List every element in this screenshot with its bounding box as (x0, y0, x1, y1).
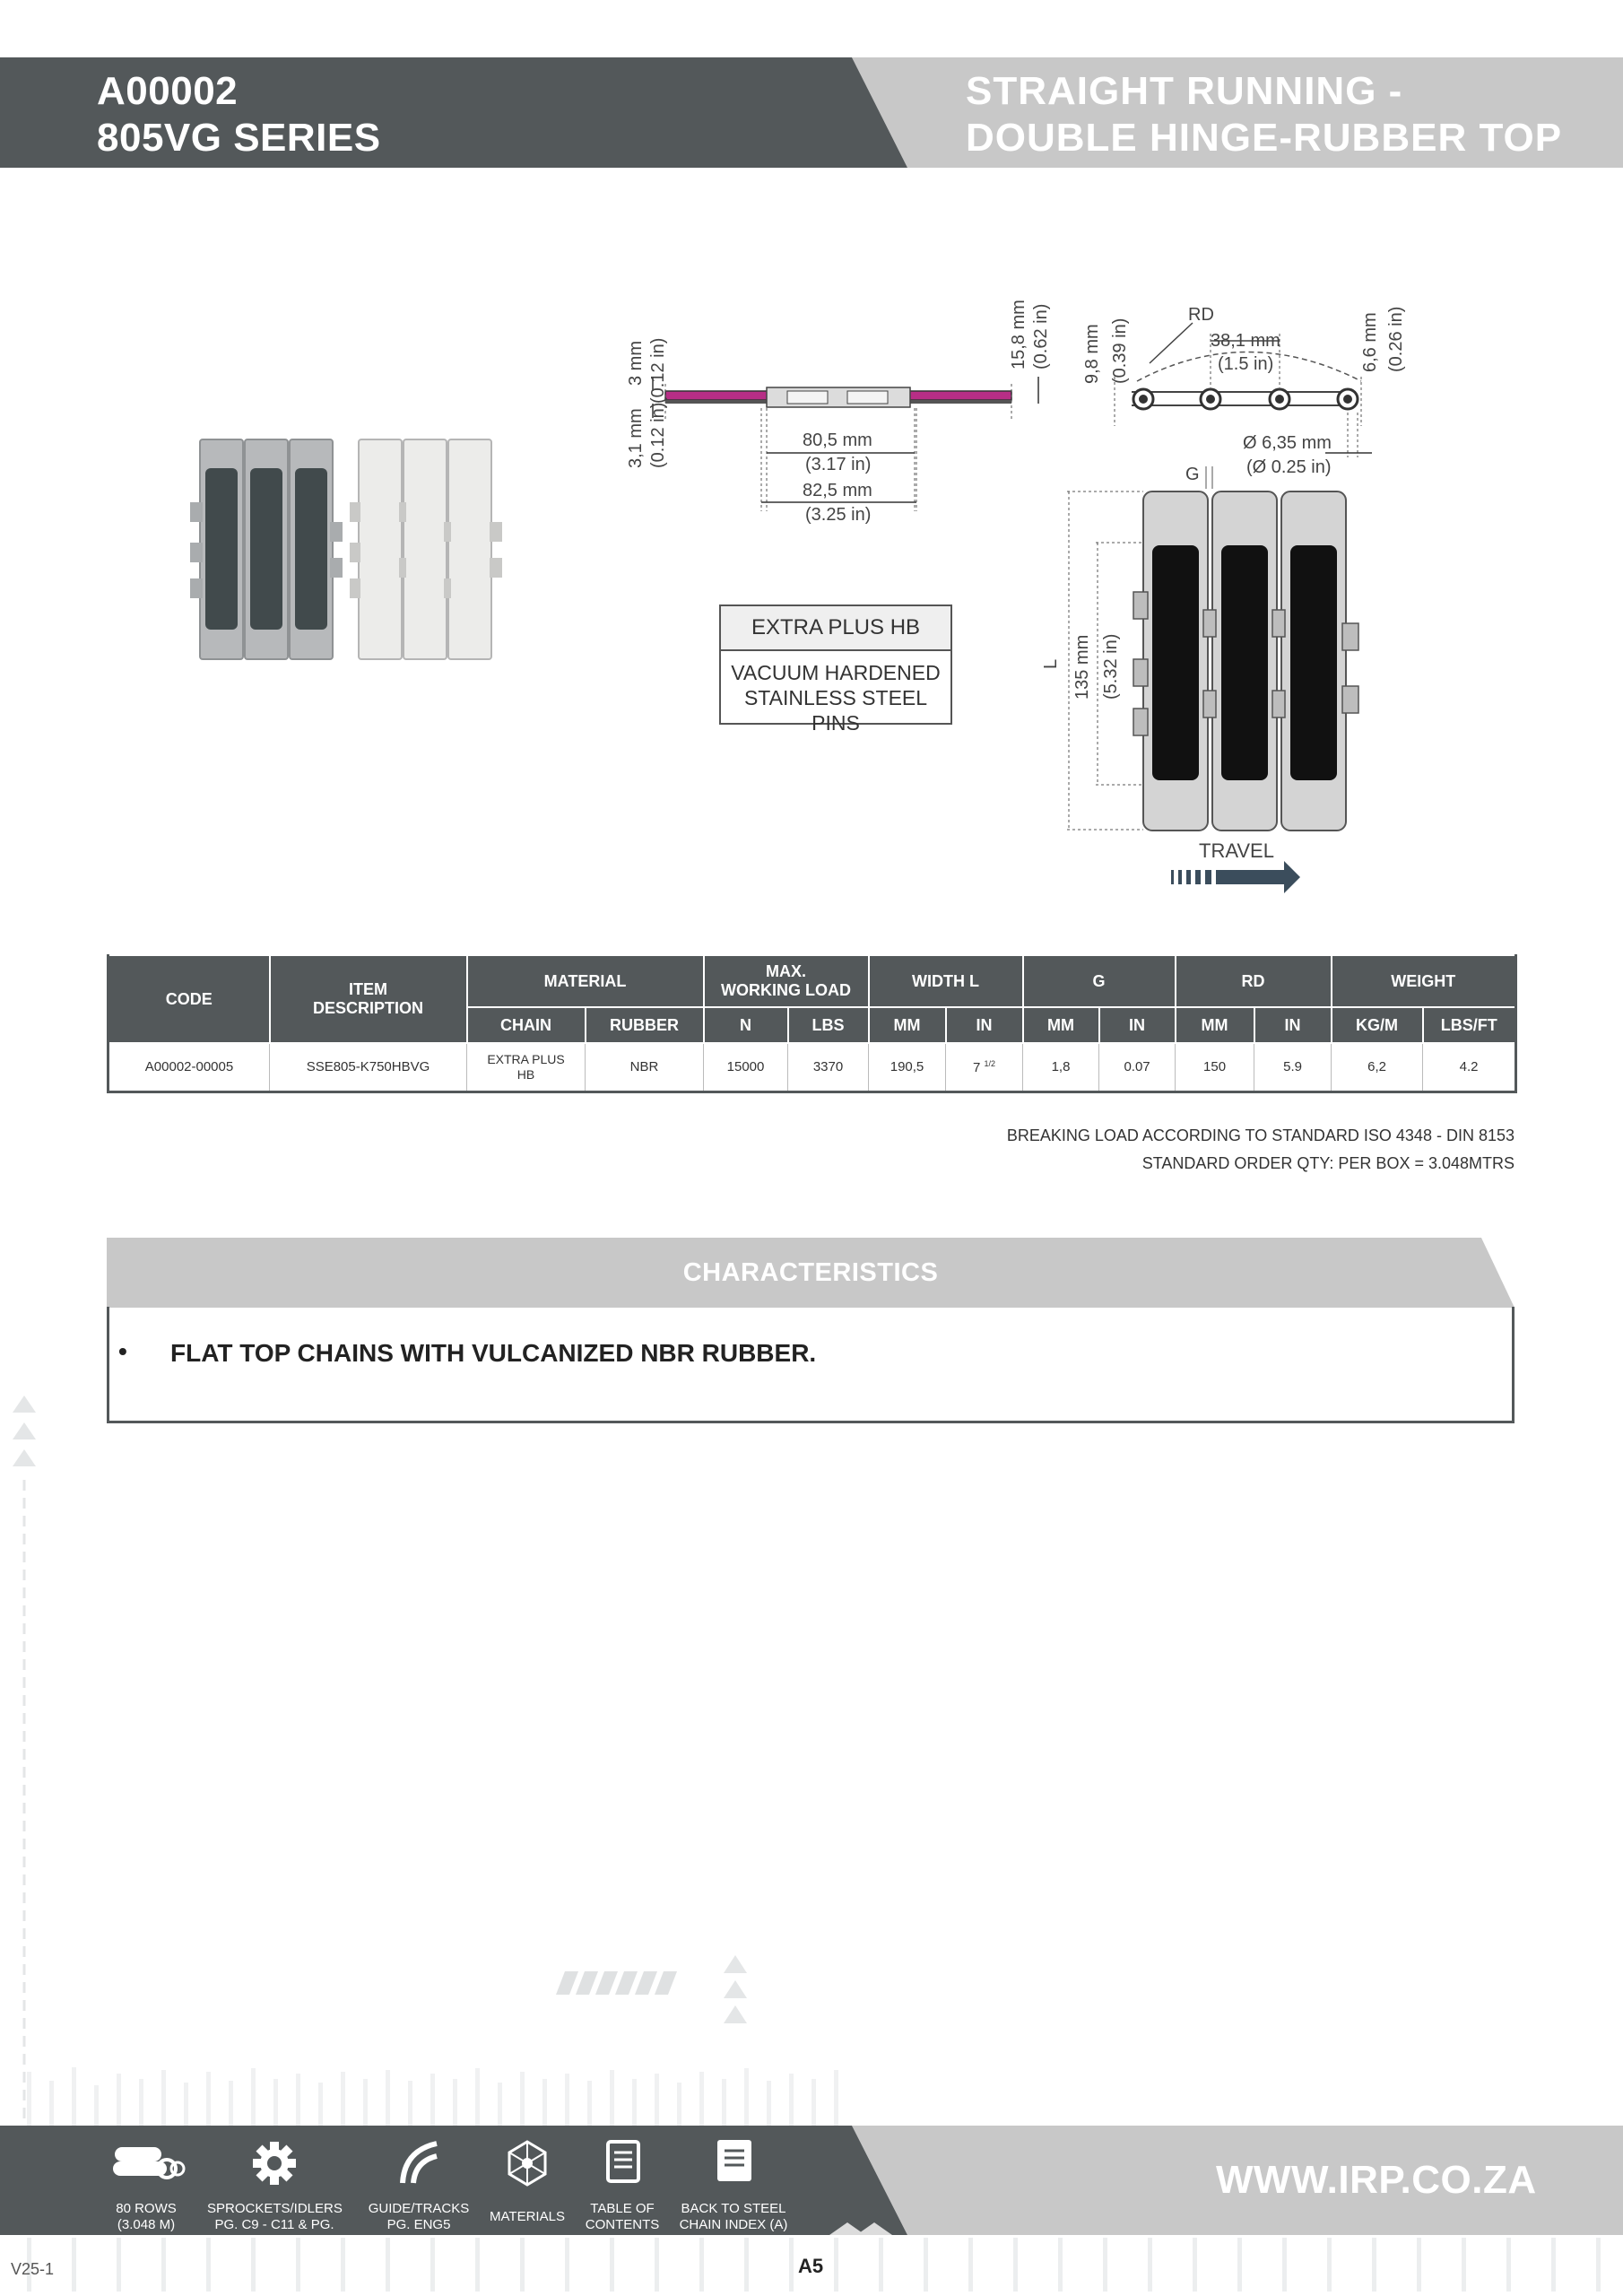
col-header-max-load-2: WORKING LOAD (721, 981, 851, 999)
dim-left-height: 9,8 mm (1082, 324, 1102, 384)
material-callout-line2: STAINLESS STEEL PINS (743, 686, 928, 735)
col-header-weight: WEIGHT (1332, 955, 1516, 1007)
dim-top-length: 135 mm (1072, 634, 1092, 700)
travel-label: TRAVEL (1199, 839, 1274, 862)
dim-outer-width: 82,5 mm (803, 481, 872, 500)
product-code-block (97, 68, 381, 161)
col-header-chain: CHAIN (467, 1007, 586, 1043)
bullet-icon: • (118, 1337, 127, 1365)
product-series: 805VG SERIES (97, 116, 381, 160)
cell-chain-2: HB (516, 1066, 535, 1082)
characteristics-header (107, 1238, 1515, 1308)
document-icon (707, 2135, 760, 2190)
dim-pitch-in: (1.5 in) (1218, 354, 1274, 374)
dim-pin-diameter-in: (Ø 0.25 in) (1246, 457, 1332, 477)
page-number: A5 (798, 2255, 824, 2277)
product-title-line1: STRAIGHT RUNNING - (966, 69, 1403, 113)
nav-guide-tracks-line2: PG. ENG5 (386, 2217, 451, 2232)
dim-outer-width-in: (3.25 in) (805, 505, 872, 525)
cell-rd-mm: 150 (1176, 1043, 1254, 1091)
nav-80-rows-line2: (3.048 M) (117, 2217, 176, 2232)
nav-toc-line2: CONTENTS (585, 2217, 660, 2232)
col-header-kgm: KG/M (1332, 1007, 1423, 1043)
col-header-rubber: RUBBER (586, 1007, 704, 1043)
col-header-max-load-1: MAX. (766, 962, 806, 980)
product-photo (190, 439, 502, 659)
rd-label: RD (1188, 305, 1214, 325)
breaking-load-note: BREAKING LOAD ACCORDING TO STANDARD ISO 4348 - DIN 8153 (1006, 1126, 1515, 1144)
cell-chain-1: EXTRA PLUS (487, 1051, 565, 1066)
materials-icon (500, 2135, 554, 2190)
col-header-max-load (704, 955, 869, 1007)
specification-table (107, 954, 1517, 1093)
col-header-g-in: IN (1099, 1007, 1176, 1043)
cell-load-n: 15000 (704, 1043, 788, 1091)
page-footer (0, 2126, 1623, 2248)
dim-pitch: 38,1 mm (1211, 331, 1280, 351)
top-view-drawing (1041, 465, 1358, 893)
material-callout-line1: VACUUM HARDENED (731, 661, 941, 684)
dim-top-thickness-in: (0.12 in) (648, 337, 668, 404)
dim-pin-diameter: Ø 6,35 mm (1243, 433, 1332, 453)
nav-back-to-steel-index[interactable] (666, 2135, 801, 2233)
dim-inner-width-in: (3.17 in) (805, 455, 872, 474)
material-callout-body (721, 651, 950, 735)
side-view-drawing (626, 300, 1051, 525)
page-header (0, 57, 1623, 168)
g-label: G (1185, 465, 1200, 484)
col-header-width-mm: MM (869, 1007, 946, 1043)
nav-guide-tracks-line1: GUIDE/TRACKS (368, 2201, 470, 2216)
dim-top-thickness: 3 mm (626, 341, 646, 386)
table-row (108, 1043, 1516, 1091)
nav-sprockets[interactable] (207, 2135, 342, 2249)
col-header-item-1: ITEM (349, 980, 387, 998)
cell-code: A00002-00005 (108, 1043, 270, 1091)
cell-rd-in: 5.9 (1254, 1043, 1332, 1091)
dim-right-height: 6,6 mm (1360, 312, 1380, 372)
cell-kg-m: 6,2 (1332, 1043, 1423, 1091)
l-label: L (1041, 658, 1061, 669)
nav-sprockets-line1: SPROCKETS/IDLERS (207, 2201, 343, 2216)
dim-top-length-in: (5.32 in) (1101, 633, 1121, 700)
col-header-item-2: DESCRIPTION (312, 999, 423, 1017)
col-header-width-in: IN (946, 1007, 1023, 1043)
dim-total-height-in: (0.62 in) (1031, 303, 1051, 370)
order-qty-note: STANDARD ORDER QTY: PER BOX = 3.048MTRS (1141, 1154, 1515, 1172)
col-header-width: WIDTH L (869, 955, 1023, 1007)
col-header-code: CODE (108, 955, 270, 1043)
cell-width-mm: 190,5 (869, 1043, 946, 1091)
travel-arrow-icon (1171, 861, 1300, 893)
dim-total-height: 15,8 mm (1009, 300, 1028, 370)
material-callout-title: EXTRA PLUS HB (721, 606, 950, 651)
cell-width-in-fraction: 1/2 (984, 1058, 996, 1068)
col-header-item-description (270, 955, 467, 1043)
cell-chain (467, 1043, 586, 1091)
guide-track-icon (392, 2135, 446, 2190)
pitch-view-drawing (1082, 305, 1406, 477)
website-link[interactable]: WWW.IRP.CO.ZA (1216, 2158, 1537, 2202)
cell-g-in: 0.07 (1099, 1043, 1176, 1091)
document-icon (595, 2135, 649, 2190)
characteristics-title: CHARACTERISTICS (682, 1258, 939, 1287)
col-header-g-mm: MM (1023, 1007, 1099, 1043)
cell-load-lbs: 3370 (788, 1043, 869, 1091)
col-header-rd-in: IN (1254, 1007, 1332, 1043)
col-header-rd: RD (1176, 955, 1332, 1007)
technical-drawings (0, 269, 1623, 915)
sprocket-icon (247, 2135, 301, 2190)
version-label: V25-1 (11, 2260, 55, 2278)
product-title-line2: DOUBLE HINGE-RUBBER TOP (966, 116, 1563, 160)
col-header-rd-mm: MM (1176, 1007, 1254, 1043)
cell-lbs-ft: 4.2 (1423, 1043, 1516, 1091)
nav-80-rows-line1: 80 ROWS (116, 2201, 177, 2216)
dim-left-height-in: (0.39 in) (1110, 317, 1130, 384)
cell-g-mm: 1,8 (1023, 1043, 1099, 1091)
nav-materials-label: MATERIALS (490, 2209, 565, 2224)
dim-bottom-thickness: 3,1 mm (626, 408, 646, 468)
nav-toc-line1: TABLE OF (590, 2201, 655, 2216)
col-header-lbs: LBS (788, 1007, 869, 1043)
product-title-block (966, 68, 1562, 161)
dim-right-height-in: (0.26 in) (1386, 306, 1406, 372)
material-callout-box (719, 604, 952, 735)
col-header-material: MATERIAL (467, 955, 704, 1007)
col-header-n: N (704, 1007, 788, 1043)
cell-width-in (946, 1043, 1023, 1091)
dim-inner-width: 80,5 mm (803, 430, 872, 450)
cell-width-in-whole: 7 (973, 1059, 981, 1075)
nav-steel-index-line2: CHAIN INDEX (A) (679, 2217, 788, 2232)
chain-rolls-icon (106, 2135, 187, 2190)
col-header-lbsft: LBS/FT (1423, 1007, 1516, 1043)
cell-rubber: NBR (586, 1043, 704, 1091)
nav-steel-index-line1: BACK TO STEEL (681, 2201, 786, 2216)
nav-sprockets-line2: PG. C9 - C11 & PG. D3 (214, 2217, 334, 2248)
nav-80-rows[interactable] (79, 2135, 213, 2233)
product-code: A00002 (97, 69, 239, 113)
dim-bottom-thickness-in: (0.12 in) (648, 402, 668, 468)
characteristic-item: FLAT TOP CHAINS WITH VULCANIZED NBR RUBBER. (170, 1339, 817, 1367)
cell-description: SSE805-K750HBVG (270, 1043, 467, 1091)
col-header-g: G (1023, 955, 1176, 1007)
